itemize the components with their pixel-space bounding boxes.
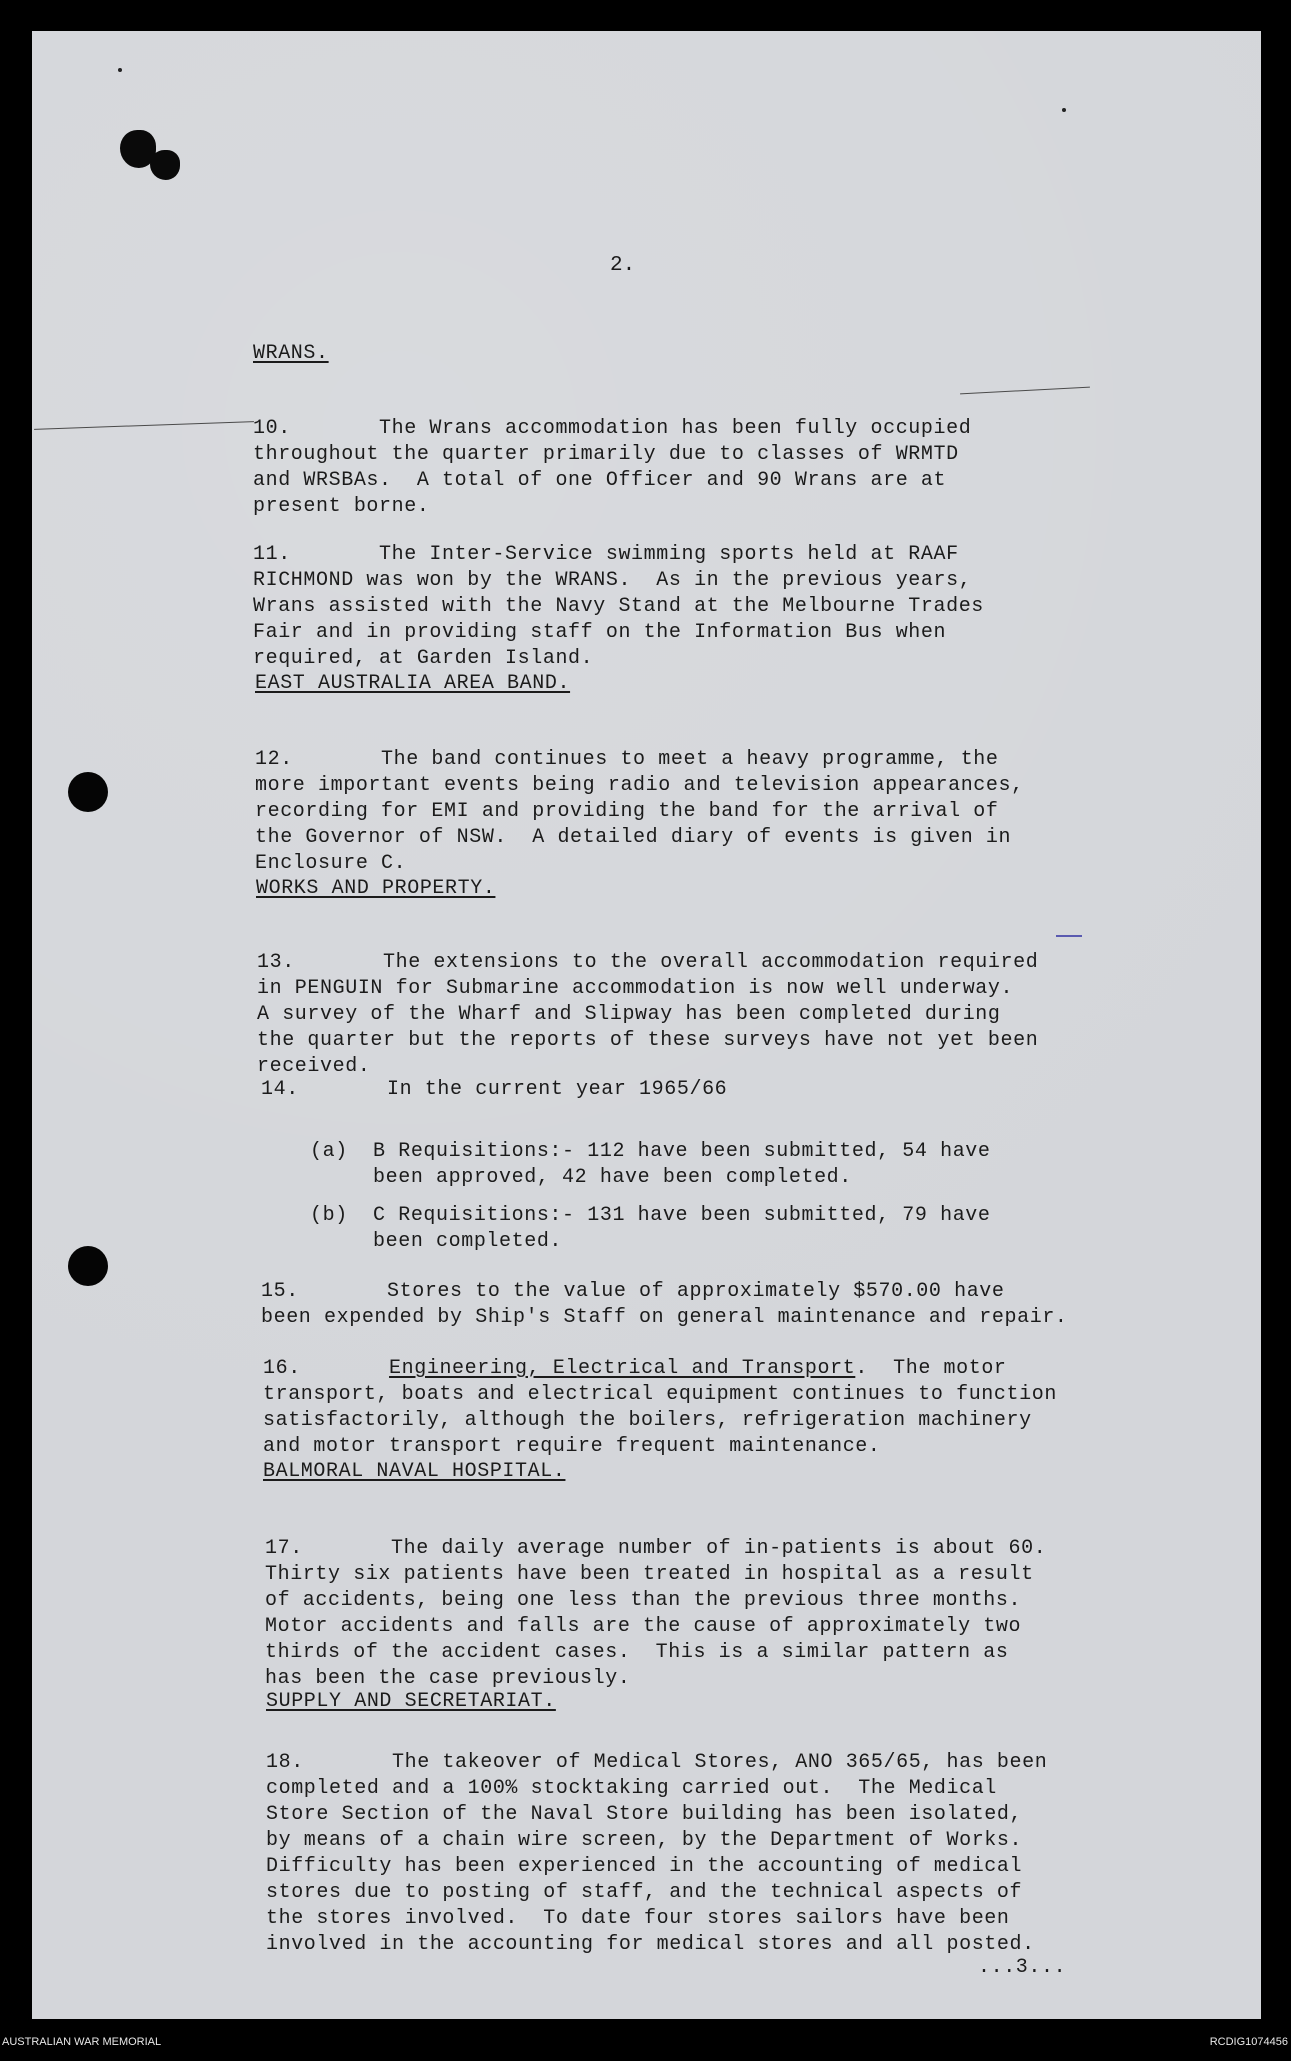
text-line: by means of a chain wire screen, by the Department of Works. [266,1829,1023,1852]
text-line: Fair and in providing staff on the Information Bus when [253,621,947,644]
section-heading-band: EAST AUSTRALIA AREA BAND. [255,672,571,695]
inline-heading: Engineering, Electrical and Transport [389,1357,856,1380]
text-line [263,1356,1057,1382]
text-line: recording for EMI and providing the band for the arrival of [255,800,999,823]
text-line: received. [257,1055,371,1078]
text-line: 15. Stores to the value of approximately $570.00 have [261,1280,1005,1303]
text-line: been expended by Ship's Staff on general maintenance and repair. [261,1306,1068,1329]
text-line: RICHMOND was won by the WRANS. As in the previous years, [253,569,972,592]
text-line: 11. The Inter-Service swimming sports held at RAAF [253,543,959,566]
punch-hole [68,772,108,812]
text-line: 18. The takeover of Medical Stores, ANO 365/65, has been [266,1751,1048,1774]
text-line: has been the case previously. [265,1667,631,1690]
text-line: of accidents, being one less than the previous three months. [265,1589,1022,1612]
text-line: in PENGUIN for Submarine accommodation is now well underway. [257,977,1014,1000]
text-line: Enclosure C. [255,852,407,875]
paragraph-18 [266,1724,1047,1984]
text-line: Wrans assisted with the Navy Stand at the Melbourne Trades [253,595,984,618]
text-line: required, at Garden Island. [253,647,594,670]
text-line: Thirty six patients have been treated in hospital as a result [265,1563,1034,1586]
text-line: stores due to posting of staff, and the technical aspects of [266,1881,1023,1904]
text-line: the Governor of NSW. A detailed diary of events is given in [255,826,1012,849]
text-line: Store Section of the Naval Store building has been isolated, [266,1803,1023,1826]
text-line: 12. The band continues to meet a heavy programme, the [255,748,999,771]
text-line: the stores involved. To date four stores sailors have been [266,1907,1010,1930]
paragraph-14: 14. In the current year 1965/66 [261,1078,728,1101]
text-line: been approved, 42 have been completed. [310,1166,852,1189]
pen-mark [1056,935,1082,937]
footer-id: RCDIG1074456 [1209,2036,1288,2048]
section-heading-hospital: BALMORAL NAVAL HOSPITAL. [263,1460,566,1483]
text-line: thirds of the accident cases. This is a similar pattern as [265,1641,1009,1664]
page-number: 2. [610,254,636,277]
text-line: and motor transport require frequent maintenance. [263,1435,881,1458]
text-line: Difficulty has been experienced in the accounting of medical [266,1855,1023,1878]
punch-hole [68,1246,108,1286]
text-line: 17. The daily average number of in-patients is about 60. [265,1537,1047,1560]
text-line: Motor accidents and falls are the cause of approximately two [265,1615,1022,1638]
paragraph-17 [265,1510,1046,1718]
text-line: more important events being radio and television appearances, [255,774,1024,797]
ink-blot [150,150,180,180]
section-heading-wrans: WRANS. [253,342,329,365]
text-line: (a) B Requisitions:- 112 have been submitted, 54 have [310,1140,991,1163]
inline-text: . The motor [855,1357,1007,1380]
text-line: involved in the accounting for medical stores and all posted. [266,1933,1035,1956]
footer-credit: AUSTRALIAN WAR MEMORIAL [2,2036,162,2048]
section-heading-supply: SUPPLY AND SECRETARIAT. [266,1690,556,1713]
text-line: and WRSBAs. A total of one Officer and 90 Wrans are at [253,469,947,492]
text-line: 10. The Wrans accommodation has been fully occupied [253,417,972,440]
text-line: completed and a 100% stocktaking carried out. The Medical [266,1777,997,1800]
text-line: 13. The extensions to the overall accommodation required [257,951,1039,974]
text-line: (b) C Requisitions:- 131 have been submitted, 79 have [310,1204,991,1227]
paper-speck [1062,108,1066,112]
text-line: been completed. [310,1230,563,1253]
text-line: transport, boats and electrical equipment continues to function [263,1383,1057,1406]
paragraph-number: 16. [263,1357,301,1380]
continuation-marker: ...3... [978,1956,1067,1979]
text-line: A survey of the Wharf and Slipway has been completed during [257,1003,1001,1026]
text-line: satisfactorily, although the boilers, refrigeration machinery [263,1409,1032,1432]
text-line: present borne. [253,495,430,518]
section-heading-works: WORKS AND PROPERTY. [256,877,496,900]
text-line: the quarter but the reports of these surveys have not yet been [257,1029,1039,1052]
text-line: throughout the quarter primarily due to classes of WRMTD [253,443,959,466]
paper-speck [118,68,122,72]
